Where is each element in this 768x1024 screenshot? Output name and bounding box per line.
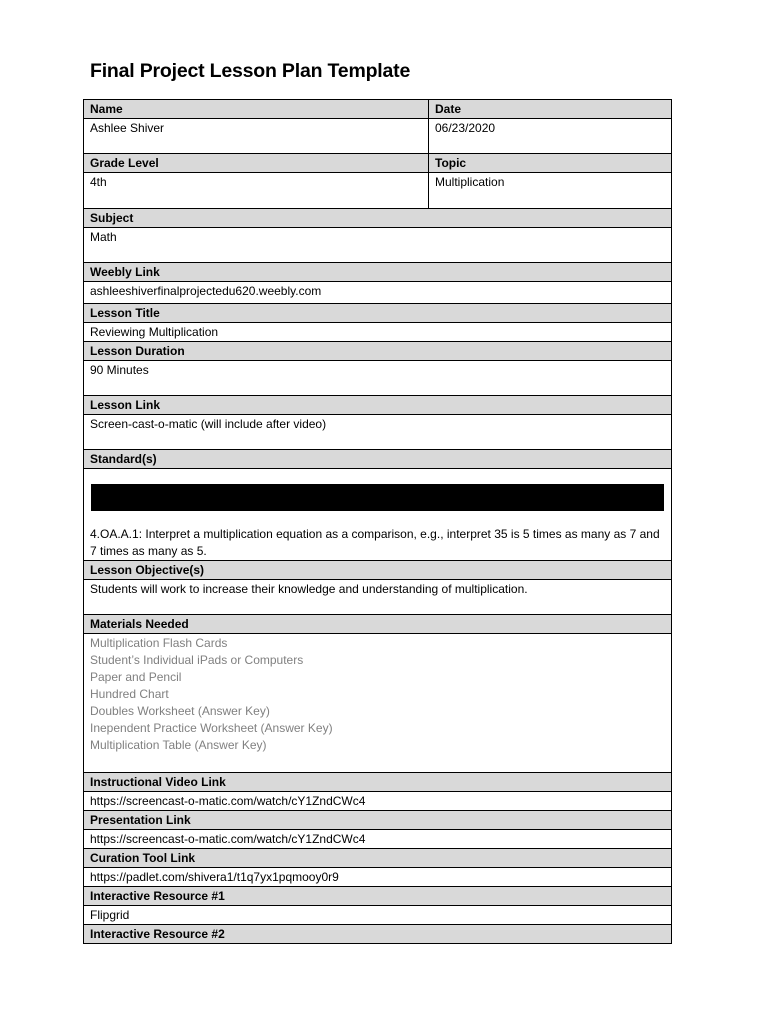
lesson-title-label: Lesson Title [84,304,672,323]
list-item: Student’s Individual iPads or Computers [90,653,304,667]
list-item: Doubles Worksheet (Answer Key) [90,704,270,718]
interactive-resource-1-value: Flipgrid [84,906,672,925]
topic-value: Multiplication [429,173,672,209]
presentation-link-value[interactable]: https://screencast-o-matic.com/watch/cY1ZndCWc4 [84,830,672,849]
subject-value: Math [84,228,672,263]
list-item: Inependent Practice Worksheet (Answer Key) [90,721,333,735]
lesson-objective-label: Lesson Objective(s) [84,561,672,580]
redaction-bar [91,484,664,511]
topic-label: Topic [429,154,672,173]
interactive-resource-1-label: Interactive Resource #1 [84,887,672,906]
lesson-duration-value: 90 Minutes [84,361,672,396]
curation-tool-value[interactable]: https://padlet.com/shivera1/t1q7yx1pqmooy0r9 [84,868,672,887]
presentation-link-label: Presentation Link [84,811,672,830]
standards-cell [84,469,672,561]
standards-label: Standard(s) [84,450,672,469]
video-link-label: Instructional Video Link [84,773,672,792]
list-item: Hundred Chart [90,687,169,701]
materials-label: Materials Needed [84,615,672,634]
lesson-duration-label: Lesson Duration [84,342,672,361]
list-item: Paper and Pencil [90,670,182,684]
video-link-value[interactable]: https://screencast-o-matic.com/watch/cY1ZndCWc4 [84,792,672,811]
weebly-link-label: Weebly Link [84,263,672,282]
lesson-link-value: Screen-cast-o-matic (will include after video) [84,415,672,450]
lesson-title-value: Reviewing Multiplication [84,323,672,342]
date-value: 06/23/2020 [429,119,672,154]
list-item: Multiplication Table (Answer Key) [90,738,267,752]
interactive-resource-2-label: Interactive Resource #2 [84,925,672,944]
weebly-link-value: ashleeshiverfinalprojectedu620.weebly.com [84,282,672,304]
lesson-link-label: Lesson Link [84,396,672,415]
name-label: Name [84,100,429,119]
grade-level-label: Grade Level [84,154,429,173]
standards-text: 4.OA.A.1: Interpret a multiplication equation as a comparison, e.g., interpret 35 is 5 times as many as 7 and 7 times as many as 5. [90,527,660,558]
grade-level-value: 4th [84,173,429,209]
name-value: Ashlee Shiver [84,119,429,154]
document-title: Final Project Lesson Plan Template [90,60,411,82]
subject-label: Subject [84,209,672,228]
lesson-plan-table [83,99,672,944]
lesson-objective-value: Students will work to increase their knowledge and understanding of multiplication. [84,580,672,615]
list-item: Multiplication Flash Cards [90,636,228,650]
date-label: Date [429,100,672,119]
curation-tool-label: Curation Tool Link [84,849,672,868]
materials-list [84,634,672,773]
